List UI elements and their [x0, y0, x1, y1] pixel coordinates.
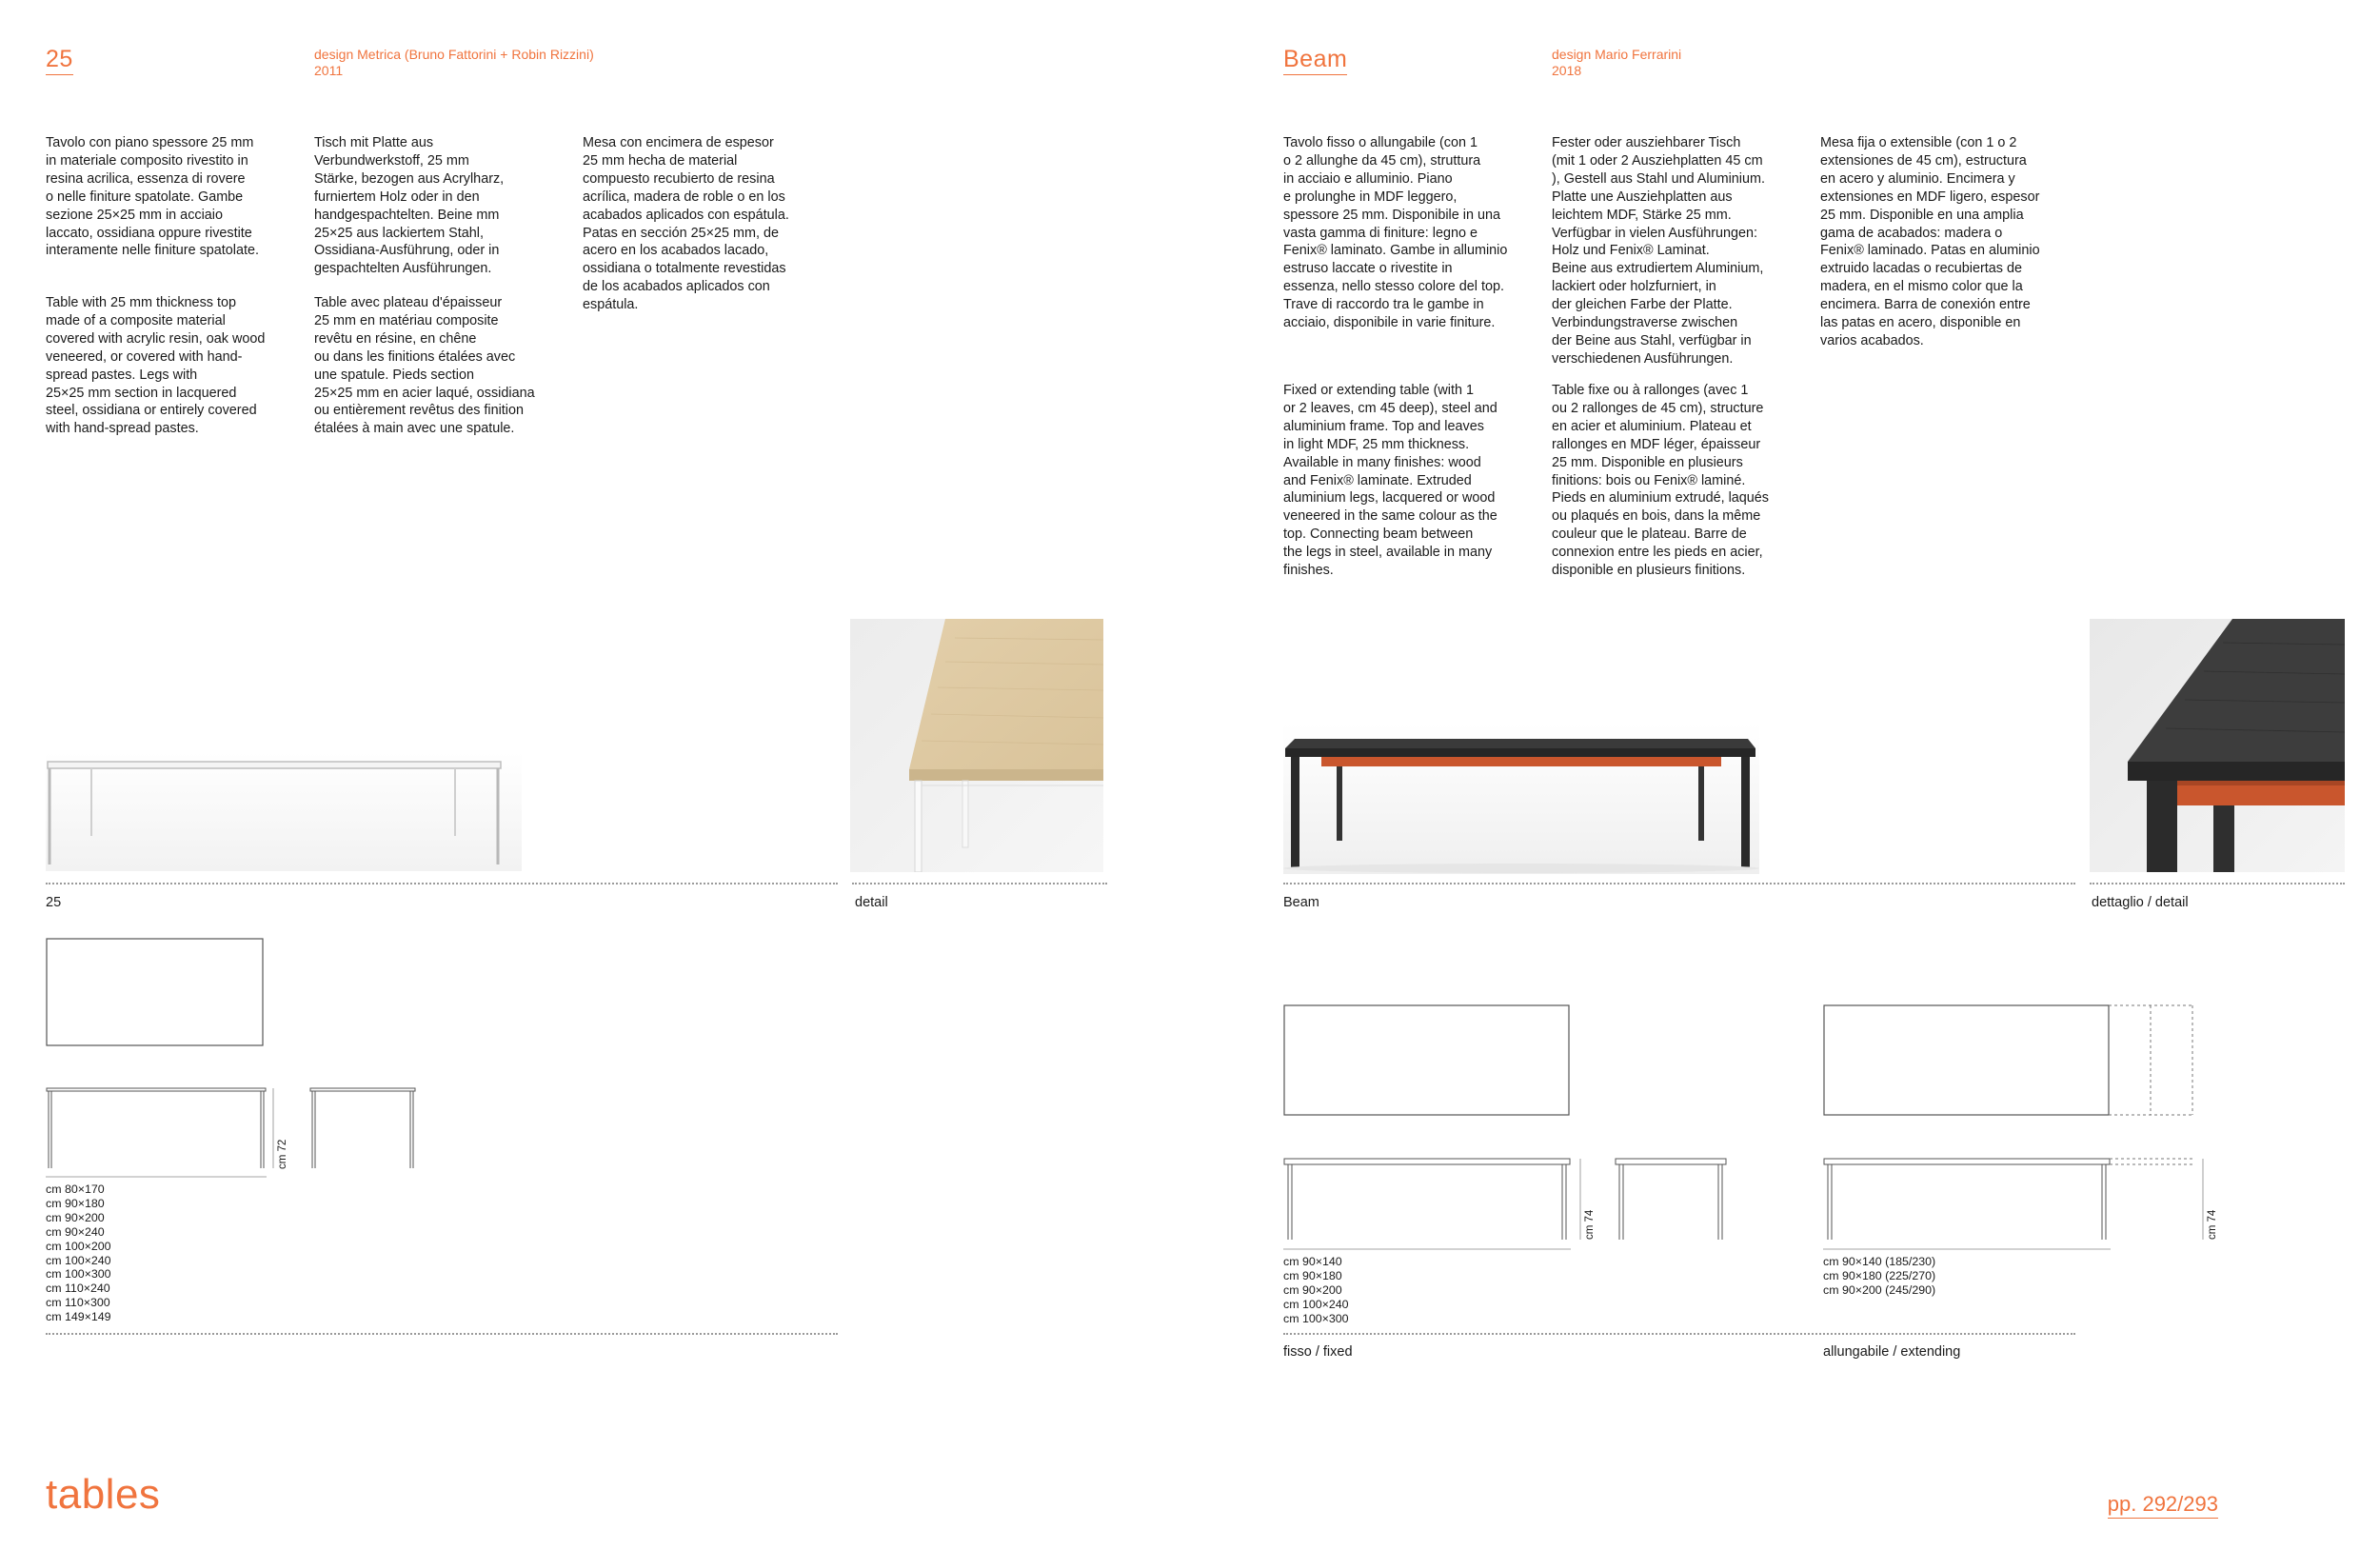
caption-table-25: 25 [46, 895, 62, 910]
beam-fixed-side-view-drawing [1615, 1158, 1729, 1250]
page-range: pp. 292/293 [2108, 1492, 2218, 1517]
beam-fixed-height-dimension-line [1577, 1158, 1583, 1250]
beam-fixed-top-view-drawing [1283, 1004, 1571, 1122]
page-number-right: Beam [1283, 46, 1347, 73]
caption-detail: detail [855, 895, 888, 910]
designer-name: design Mario Ferrarini [1552, 47, 1682, 62]
description-german: Tisch mit Platte aus Verbundwerkstoff, 25 mm Stärke, bezogen aus Acrylharz, furniertem Holz oder in den handgespachtelten. Beine mm 25×25 aus lackiertem Stahl, Ossidiana-Ausführung, oder in gespachtelten Ausführungen. [314, 135, 505, 277]
height-label-fixed: cm 74 [1584, 1209, 1596, 1240]
design-year: 2018 [1552, 63, 1582, 78]
description-german: Fester oder ausziehbarer Tisch (mit 1 oder 2 Ausziehplatten 45 cm ), Gestell aus Stahl und Aluminium. Platte une Ausziehplatten aus leichtem MDF, Stärke 25 mm. Verfügbar in vielen Ausführungen: Holz und Fenix® Laminat. Beine aus extrudiertem Aluminium, lackiert oder holzfurniert, in der gleichen Farbe der Platte. Verbindungstraverse zwischen der Beine aus Stahl, verfügbar in verschiedenen Ausführungen. [1552, 135, 1765, 367]
section-title: tables [46, 1471, 161, 1518]
description-french: Table avec plateau d'épaisseur 25 mm en matériau composite revêtu en résine, en chêne ou dans les finitions étalées avec une spatule. Pieds section 25×25 mm en acier laqué, ossidiana ou entièrement revêtus des finition étalées à main avec une spatule. [314, 295, 535, 437]
description-spanish: Mesa con encimera de espesor 25 mm hecha de material compuesto recubierto de resina acrílica, madera de roble o en los acabados aplicados con espátula. Patas en sección 25×25 mm, de acero en los acabados lacado, ossidiana o totalmente revestidas de los acabados aplicados con espátula. [583, 135, 789, 313]
height-label-extending: cm 74 [2207, 1209, 2218, 1240]
design-year: 2011 [314, 63, 344, 78]
caption-fixed: fisso / fixed [1283, 1344, 1353, 1360]
dimensions-list-left: cm 80×170 cm 90×180 cm 90×200 cm 90×240 cm 100×200 cm 100×240 cm 100×300 cm 110×240 cm 110×300 cm 149×149 [46, 1182, 111, 1324]
beam-extending-height-dimension-line [2200, 1158, 2206, 1250]
table-25-height-dimension-line [270, 1087, 276, 1178]
height-label-left: cm 72 [277, 1139, 288, 1169]
description-spanish: Mesa fija o extensible (con 1 o 2 extensiones de 45 cm), estructura en acero y aluminio. Encimera y extensiones en MDF ligero, espesor 25 mm. Disponible en una amplia gama de acabados: madera o Fenix® laminado. Patas en aluminio extruido lacadas o recubiertas de madera, en el mismo color que la encimera. Barra de conexión entre las patas en acero, disponible en varios acabados. [1820, 135, 2040, 348]
divider [46, 883, 838, 884]
description-english: Fixed or extending table (with 1 or 2 leaves, cm 45 deep), steel and aluminium frame. Top and leaves in light MDF, 25 mm thickness. Available in many finishes: wood and Fenix® laminate. Extruded aluminium legs, lacquered or wood veneered in the same colour as the top. Connecting beam between the legs in steel, available in many finishes. [1283, 383, 1497, 579]
caption-extending: allungabile / extending [1823, 1344, 1961, 1360]
design-credit-left [314, 47, 594, 79]
description-italian: Tavolo con piano spessore 25 mm in materiale composito rivestito in resina acrilica, essenza di rovere o nelle finiture spatolate. Gambe sezione 25×25 mm in acciaio laccato, ossidiana oppure rivestite interamente nelle finiture spatolate. [46, 135, 259, 259]
table-25-detail-photo [850, 619, 1103, 872]
dimensions-list-fixed: cm 90×140 cm 90×180 cm 90×200 cm 100×240 cm 100×300 [1283, 1255, 1349, 1325]
table-25-top-view-drawing [46, 938, 265, 1052]
description-italian: Tavolo fisso o allungabile (con 1 o 2 allunghe da 45 cm), struttura in acciaio e alluminio. Piano e prolunghe in MDF leggero, spessore 25 mm. Disponibile in una vasta gamma di finiture: legno e Fenix® laminato. Gambe in alluminio estruso laccate o rivestite in essenza, nello stesso colore del top. Trave di raccordo tra le gambe in acciaio, disponibile in varie finiture. [1283, 135, 1508, 331]
dimensions-list-extending: cm 90×140 (185/230) cm 90×180 (225/270) cm 90×200 (245/290) [1823, 1255, 1936, 1297]
beam-extending-front-view-drawing [1823, 1158, 2194, 1260]
beam-fixed-front-view-drawing [1283, 1158, 1574, 1260]
divider [1283, 1333, 2075, 1335]
table-25-photo [46, 752, 522, 871]
divider [46, 1333, 838, 1335]
caption-beam: Beam [1283, 895, 1319, 910]
beam-extending-top-view-drawing [1823, 1004, 2194, 1122]
caption-beam-detail: dettaglio / detail [2092, 895, 2189, 910]
page-number-left: 25 [46, 46, 73, 73]
divider [852, 883, 1107, 884]
description-french: Table fixe ou à rallonges (avec 1 ou 2 rallonges de 45 cm), structure en acier et aluminium. Plateau et rallonges en MDF léger, épaisseur 25 mm. Disponible en plusieurs finitions: bois ou Fenix® laminé. Pieds en aluminium extrudé, laqués ou plaqués en bois, dans la même couleur que le plateau. Barre de connexion entre les pieds en acier, disponible en plusieurs finitions. [1552, 383, 1769, 579]
divider [2090, 883, 2345, 884]
divider [1283, 883, 2075, 884]
table-25-front-view-drawing [46, 1087, 269, 1187]
beam-table-photo [1283, 724, 1759, 874]
beam-detail-photo [2090, 619, 2345, 872]
table-25-side-view-drawing [309, 1087, 419, 1178]
design-credit-right [1552, 47, 1681, 79]
description-english: Table with 25 mm thickness top made of a composite material covered with acrylic resin, oak wood veneered, or covered with hand- spread pastes. Legs with 25×25 mm section in lacquered steel, ossidiana or entirely covered with hand-spread pastes. [46, 295, 266, 437]
designer-name: design Metrica (Bruno Fattorini + Robin Rizzini) [314, 47, 594, 62]
